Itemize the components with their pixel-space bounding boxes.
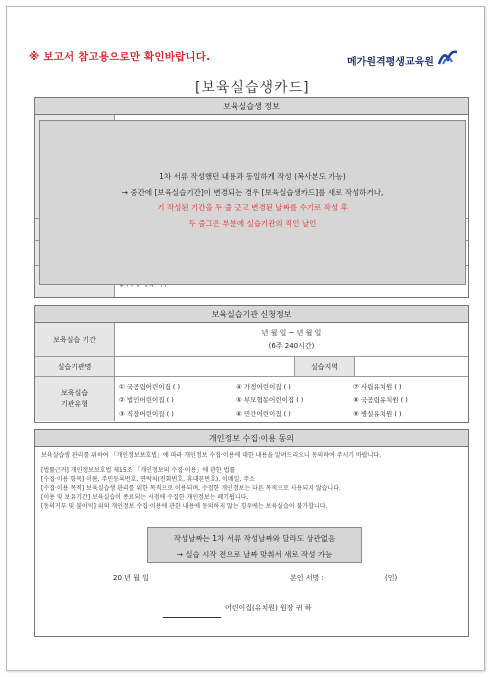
- institution-type-label: 보육실습 기관유형: [35, 377, 115, 421]
- institution-type-row: [35, 377, 468, 421]
- overlay-top-line-1: 1차 서류 작성했던 내용과 동일하게 작성 (복사본도 가능): [159, 172, 346, 181]
- institution-name-row: [35, 357, 468, 377]
- type-option[interactable]: ③ 직장어린이집 ( ): [119, 409, 174, 418]
- type-option[interactable]: ④ 가정어린이집 ( ): [236, 383, 291, 391]
- logo-swoosh-icon: [437, 49, 459, 71]
- institution-heading: 보육실습기관 신청정보: [35, 306, 468, 323]
- overlay-bottom-line-2: → 실습 시작 전으로 날짜 맞춰서 새로 작성 가능: [176, 549, 333, 559]
- signature-label: 본인 서명 :: [290, 574, 324, 582]
- reference-notice: ※ 보고서 참고용으로만 확인바랍니다.: [29, 51, 211, 63]
- consent-line: [동의거부 및 불이익] 위의 개인정보 수집·이용에 관한 내용에 동의하지 않는 경우에는 보육실습이 불가합니다.: [41, 503, 328, 510]
- type-option[interactable]: ① 국공립어린이집 ( ): [119, 383, 181, 391]
- consent-line: [수집·이용 항목] 이름, 주민등록번호, 연락처(전화번호, 휴대폰번호), 이메일, 주소: [41, 476, 255, 483]
- institution-type-options: [115, 377, 468, 421]
- addressee: 어린이집(유치원) 원장 귀 하: [225, 604, 312, 612]
- consent-heading: 개인정보 수집·이용 동의: [35, 430, 468, 447]
- type-option[interactable]: ⑤ 부모협동어린이집 ( ): [236, 396, 304, 405]
- overlay-bottom-line-1: 작성날짜는 1차 서류 작성날짜와 달라도 상관없음: [173, 534, 336, 543]
- consent-body: [35, 447, 468, 515]
- type-option[interactable]: ⑧ 국공립유치원 ( ): [353, 396, 408, 405]
- region-label: 실습지역: [295, 357, 355, 376]
- region-field[interactable]: [355, 357, 468, 376]
- type-option[interactable]: ⑦ 사립유치원 ( ): [353, 383, 402, 391]
- overlay-top-line-2: → 중간에 [보육실습기간]이 변경되는 경우 [보육실습생카드]를 새로 작성하거나,: [121, 187, 384, 197]
- overlay-top-line-3: 기 작성된 기간을 두 줄 긋고 변경된 날짜를 수기로 작성 후: [157, 203, 348, 212]
- overlay-top-line-4: 두 줄그은 부분에 실습기관의 직인 날인: [188, 218, 317, 228]
- date-line[interactable]: 20 년 월 일: [113, 574, 149, 582]
- institution-name-blank[interactable]: [163, 610, 221, 618]
- student-info-heading: 보육실습생 정보: [35, 98, 468, 115]
- instruction-overlay-top: [39, 120, 466, 285]
- logo-text: 메가원격평생교육원: [347, 56, 434, 68]
- type-option[interactable]: ⑨ 병설유치원 ( ): [353, 409, 402, 418]
- type-option[interactable]: ② 법인어린이집 ( ): [119, 396, 174, 405]
- page-title: [보육실습생카드]: [195, 80, 310, 96]
- period-label: 보육실습 기간: [35, 323, 115, 356]
- consent-line: [이용 및 보유기간] 보육실습이 종료되는 시점에 수집한 개인정보는 폐기됩니다.: [41, 494, 249, 501]
- institution-section: [34, 305, 469, 423]
- period-value-cell[interactable]: [115, 323, 468, 356]
- consent-intro: 보육실습생 관리를 위하여 「개인정보보호법」에 따라 개인정보 수집·이용에 대한 내용을 알려드리오니 동의하여 주시기 바랍니다.: [41, 452, 382, 459]
- institution-name-label: 실습기관명: [35, 357, 115, 376]
- consent-line: [법률근거] 개인정보보호법 제15조 「개인정보의 수집·이용」에 관한 법률: [41, 467, 236, 474]
- document-page: [6, 6, 485, 671]
- institution-name-field[interactable]: [115, 357, 295, 376]
- period-note: (6주 240시간): [268, 342, 315, 350]
- period-value: 년 월 일 ~ 년 월 일: [261, 329, 322, 337]
- type-option[interactable]: ⑥ 민간어린이집 ( ): [236, 409, 291, 418]
- period-row: [35, 323, 468, 357]
- instruction-overlay-bottom: [147, 527, 362, 563]
- consent-line: [수집·이용 목적] 보육실습생 관리를 위한 목적으로 이용되며, 수집한 개인정보는 다른 목적으로 사용되지 않습니다.: [41, 485, 341, 492]
- logo: [347, 49, 459, 71]
- seal-mark: (인): [385, 574, 398, 582]
